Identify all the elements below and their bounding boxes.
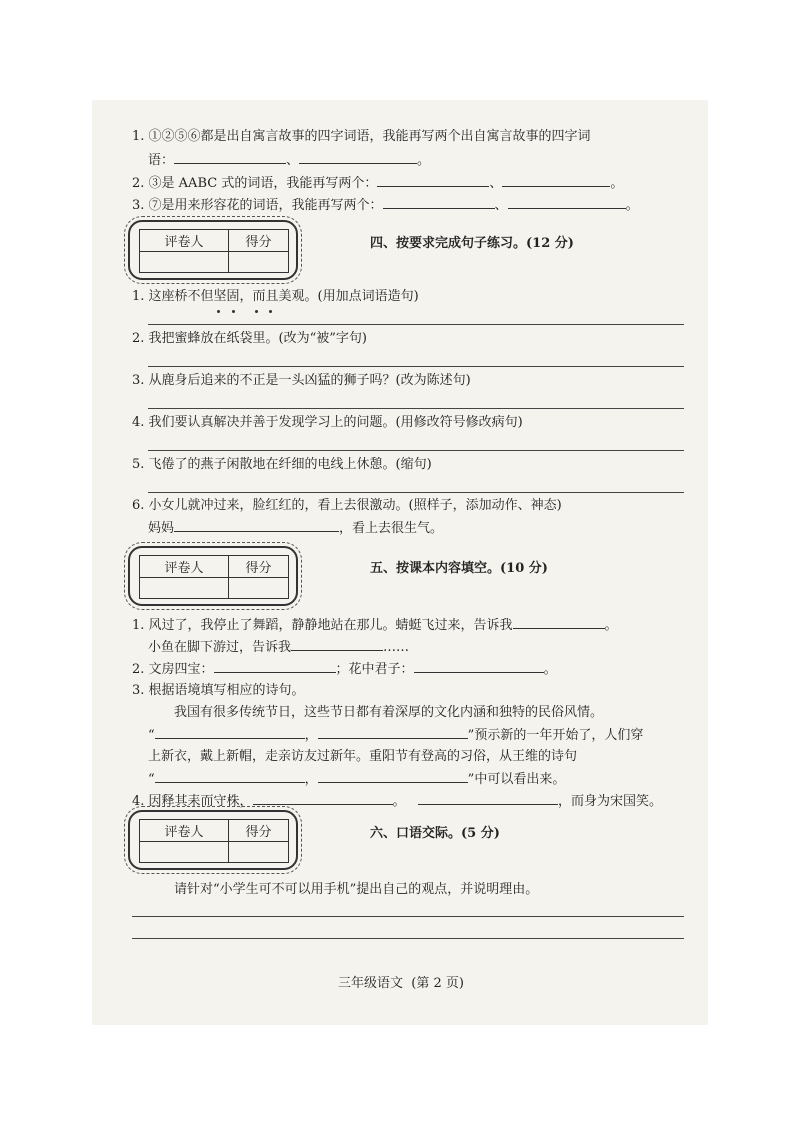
answer-blank[interactable] (174, 151, 286, 164)
part5-q3: 3. 根据语境填写相应的诗句。 (132, 683, 305, 698)
reviewer-label: 评卷人 (140, 230, 229, 252)
ellipsis: …… (383, 640, 410, 655)
comma: ， (304, 728, 318, 743)
score-box (128, 810, 298, 870)
score-cell[interactable] (228, 251, 288, 273)
part5-q2-text: 2. 文房四宝： (132, 662, 214, 677)
answer-line[interactable] (148, 408, 684, 409)
period: 。 (392, 794, 406, 809)
part4-item-6: 6. 小女儿就冲过来，脸红红的，看上去很激动。(照样子，添加动作、神态) (132, 498, 562, 513)
part5-q4-end: ，而身为宋国笑。 (557, 794, 662, 809)
part5-q3-para2-tail: ”预示新的一年开始了，人们穿 (467, 728, 644, 743)
period: 。 (543, 662, 557, 677)
score-label: 得分 (228, 556, 288, 578)
period: 。 (417, 153, 431, 168)
part4-item-2: 2. 我把蜜蜂放在纸袋里。(改为“被”字句) (132, 331, 367, 346)
part4-item-5: 5. 飞倦了的燕子闲散地在纤细的电线上休憩。(缩句) (132, 457, 432, 472)
part3-q1-line2 (148, 151, 430, 170)
answer-line[interactable] (148, 450, 684, 451)
part4-item-6-example (148, 519, 443, 538)
answer-line[interactable] (132, 938, 684, 939)
part4-item-3: 3. 从鹿身后追来的不正是一头凶猛的狮子吗？(改为陈述句) (132, 373, 471, 388)
footer-subject: 三年级语文 (338, 976, 404, 991)
answer-blank[interactable] (508, 196, 626, 209)
answer-blank[interactable] (155, 770, 305, 783)
answer-line[interactable] (132, 916, 684, 917)
answer-blank[interactable] (318, 726, 468, 739)
part5-q4-text: 4. 因释其耒而守株， (132, 794, 253, 809)
part5-q2-mid: ；花中君子： (335, 662, 414, 677)
answer-blank[interactable] (155, 726, 305, 739)
answer-blank[interactable] (291, 638, 383, 651)
separator: 、 (494, 198, 508, 213)
period: 。 (604, 618, 618, 633)
comma: ， (304, 772, 318, 787)
part3-q3-text: 3. ⑦是用来形容花的词语，我能再写两个： (132, 198, 383, 213)
reviewer-cell[interactable] (140, 251, 229, 273)
answer-blank[interactable] (414, 660, 544, 673)
part3-q2 (132, 174, 623, 193)
part4-item-4: 4. 我们要认真解决并善于发现学习上的问题。(用修改符号修改病句) (132, 415, 523, 430)
reviewer-cell[interactable] (140, 577, 229, 599)
separator: 、 (286, 153, 300, 168)
part5-q3-para4 (148, 770, 565, 789)
emphasis-dot (217, 310, 220, 313)
part5-q1-line1 (132, 616, 618, 635)
answer-blank[interactable] (377, 174, 489, 187)
part3-q1-label: 语： (148, 153, 175, 168)
score-label: 得分 (228, 230, 288, 252)
answer-blank[interactable] (513, 616, 605, 629)
score-cell[interactable] (228, 577, 288, 599)
part3-q3 (132, 196, 639, 215)
period: 。 (625, 198, 639, 213)
part3-q1-line1: 1. ①②⑤⑥都是出自寓言故事的四字词语，我能再写两个出自寓言故事的四字词 (132, 129, 591, 144)
answer-blank[interactable] (174, 519, 339, 532)
part5-q3-para4-tail: ”中可以看出来。 (467, 772, 566, 787)
part5-q1-text2: 小鱼在脚下游过，告诉我 (148, 640, 292, 655)
reviewer-label: 评卷人 (140, 820, 229, 842)
emphasis-dot (269, 310, 272, 313)
score-box (128, 220, 298, 280)
section-five-title: 五、按课本内容填空。(10 分) (370, 561, 548, 576)
reviewer-label: 评卷人 (140, 556, 229, 578)
page-footer (338, 972, 464, 991)
score-box (128, 546, 298, 606)
answer-line[interactable] (148, 324, 684, 325)
answer-blank[interactable] (502, 174, 610, 187)
section-six-title: 六、口语交际。(5 分) (370, 826, 500, 841)
score-label: 得分 (228, 820, 288, 842)
part5-q1-text: 1. 风过了，我停止了舞蹈，静静地站在那儿。蜻蜓飞过来，告诉我 (132, 618, 513, 633)
answer-blank[interactable] (253, 792, 393, 805)
part5-q2 (132, 660, 557, 679)
answer-blank[interactable] (418, 792, 558, 805)
quote-open: “ (148, 772, 155, 787)
reviewer-cell[interactable] (140, 841, 229, 863)
emphasis-dot (255, 310, 258, 313)
emphasis-dot (232, 310, 235, 313)
answer-blank[interactable] (383, 196, 495, 209)
part4-item-1: 1. 这座桥不但坚固，而且美观。(用加点词语造句) (132, 289, 419, 304)
answer-blank[interactable] (299, 151, 417, 164)
footer-page-number: (第 2 页) (411, 976, 464, 991)
part5-q1-line2 (148, 638, 409, 657)
answer-line[interactable] (148, 492, 684, 493)
answer-blank[interactable] (214, 660, 336, 673)
q6-suffix: ，看上去很生气。 (339, 521, 444, 536)
quote-open: “ (148, 728, 155, 743)
part5-q3-para1: 我国有很多传统节日，这些节日都有着深厚的文化内涵和独特的民俗风情。 (174, 705, 604, 720)
period: 。 (610, 176, 624, 191)
answer-blank[interactable] (318, 770, 468, 783)
part5-q3-para2 (148, 726, 643, 745)
part5-q3-para3: 上新衣，戴上新帽，走亲访友过新年。重阳节有登高的习俗，从王维的诗句 (148, 749, 578, 764)
part3-q2-text: 2. ③是 AABC 式的词语，我能再写两个： (132, 176, 378, 191)
section-four-title: 四、按要求完成句子练习。(12 分) (370, 236, 574, 251)
score-cell[interactable] (228, 841, 288, 863)
separator: 、 (489, 176, 503, 191)
part6-prompt: 请针对“小学生可不可以用手机”提出自己的观点，并说明理由。 (174, 882, 539, 897)
answer-line[interactable] (148, 366, 684, 367)
q6-prefix: 妈妈 (148, 521, 175, 536)
